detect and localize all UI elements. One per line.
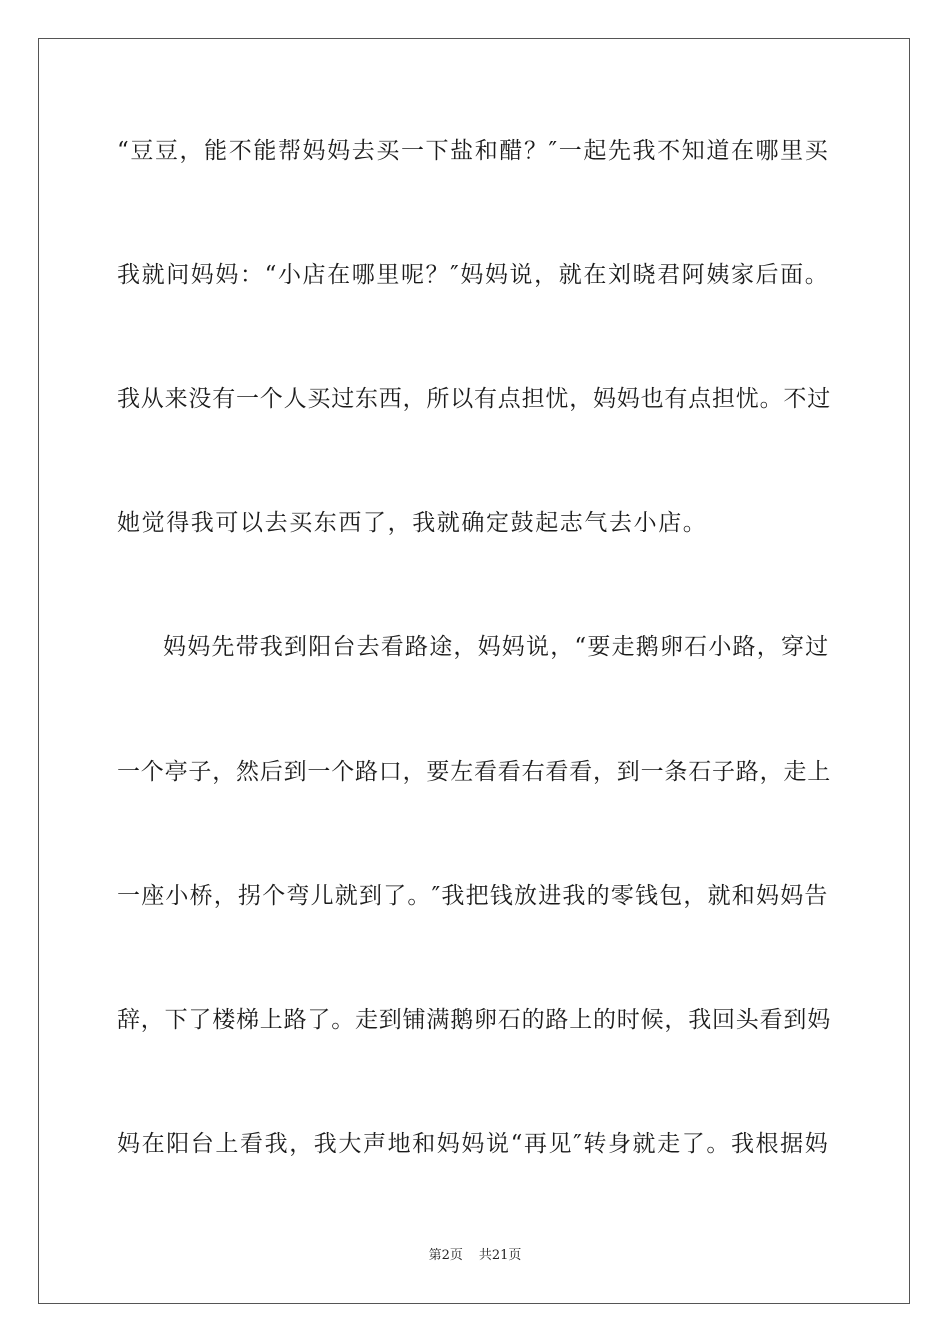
text-line-7: 一座小桥，拐个弯儿就到了。″我把钱放进我的零钱包，就和妈妈告 [117,883,829,909]
text-line-1: “豆豆，能不能帮妈妈去买一下盐和醋？″一起先我不知道在哪里买 [117,138,830,164]
text-line-5-paragraph-start: 妈妈先带我到阳台去看路途，妈妈说，“要走鹅卵石小路，穿过 [163,634,830,660]
page-number: 第2页 [428,1248,463,1263]
page-border [38,38,910,1304]
text-line-3: 我从来没有一个人买过东西，所以有点担忧，妈妈也有点担忧。不过 [117,386,831,412]
text-line-2: 我就问妈妈：“小店在哪里呢？″妈妈说，就在刘晓君阿姨家后面。 [117,262,830,288]
page-footer [0,1247,950,1265]
text-line-9: 妈在阳台上看我，我大声地和妈妈说“再见″转身就走了。我根据妈 [117,1131,830,1157]
text-line-8: 辞，下了楼梯上路了。走到铺满鹅卵石的路上的时候，我回头看到妈 [117,1007,831,1033]
page-total: 共21页 [478,1248,522,1263]
text-line-4: 她觉得我可以去买东西了，我就确定鼓起志气去小店。 [117,510,708,536]
text-line-6: 一个亭子，然后到一个路口，要左看看右看看，到一条石子路，走上 [117,759,831,785]
